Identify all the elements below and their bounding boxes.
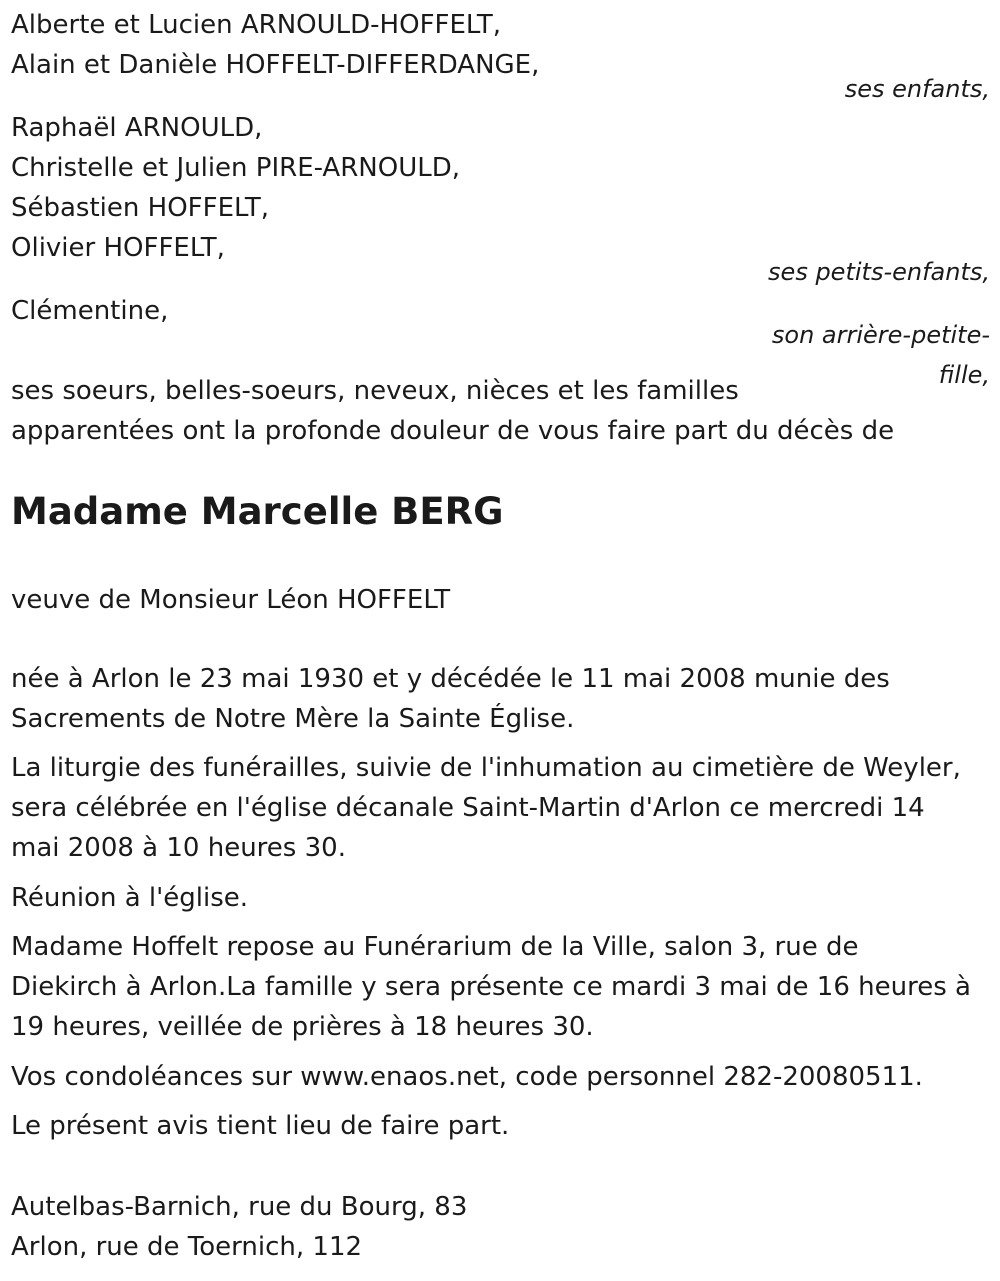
meeting-line: Réunion à l'église. (11, 883, 249, 913)
liturgy-line-2: sera célébrée en l'église décanale Saint-Martin d'Arlon ce mercredi 14 (11, 793, 925, 823)
grandchild-line-4: Olivier HOFFELT, (11, 233, 225, 263)
children-line-1: Alberte et Lucien ARNOULD-HOFFELT, (11, 10, 501, 40)
great-grandchild: Clémentine, (11, 296, 169, 326)
notice-line: Le présent avis tient lieu de faire part. (11, 1111, 510, 1141)
address-line-1: Autelbas-Barnich, rue du Bourg, 83 (11, 1192, 468, 1222)
funerarium-line-1: Madame Hoffelt repose au Funérarium de la Ville, salon 3, rue de (11, 932, 859, 962)
deceased-name: Madame Marcelle BERG (11, 490, 504, 533)
widow-of: veuve de Monsieur Léon HOFFELT (11, 585, 451, 615)
grandchildren-role: ses petits-enfants, (768, 258, 990, 286)
grandchild-line-3: Sébastien HOFFELT, (11, 193, 270, 223)
great-grandchild-role-2: fille, (938, 361, 990, 389)
condolences-line: Vos condoléances sur www.enaos.net, code personnel 282-20080511. (11, 1062, 923, 1092)
others-line-1: ses soeurs, belles-soeurs, neveux, nièces et les familles (11, 376, 739, 406)
birth-line-2: Sacrements de Notre Mère la Sainte Église. (11, 704, 575, 734)
great-grandchild-role-1: son arrière-petite- (771, 321, 990, 349)
others-line-2: apparentées ont la profonde douleur de vous faire part du décès de (11, 416, 895, 446)
funerarium-line-3: 19 heures, veillée de prières à 18 heures 30. (11, 1012, 594, 1042)
address-line-2: Arlon, rue de Toernich, 112 (11, 1232, 363, 1262)
funerarium-line-2: Diekirch à Arlon.La famille y sera présente ce mardi 3 mai de 16 heures à (11, 972, 971, 1002)
liturgy-line-1: La liturgie des funérailles, suivie de l'inhumation au cimetière de Weyler, (11, 753, 961, 783)
children-line-2: Alain et Danièle HOFFELT-DIFFERDANGE, (11, 50, 540, 80)
children-role: ses enfants, (844, 75, 990, 103)
birth-line-1: née à Arlon le 23 mai 1930 et y décédée le 11 mai 2008 munie des (11, 664, 890, 694)
grandchild-line-1: Raphaël ARNOULD, (11, 113, 263, 143)
liturgy-line-3: mai 2008 à 10 heures 30. (11, 833, 346, 863)
grandchild-line-2: Christelle et Julien PIRE-ARNOULD, (11, 153, 460, 183)
